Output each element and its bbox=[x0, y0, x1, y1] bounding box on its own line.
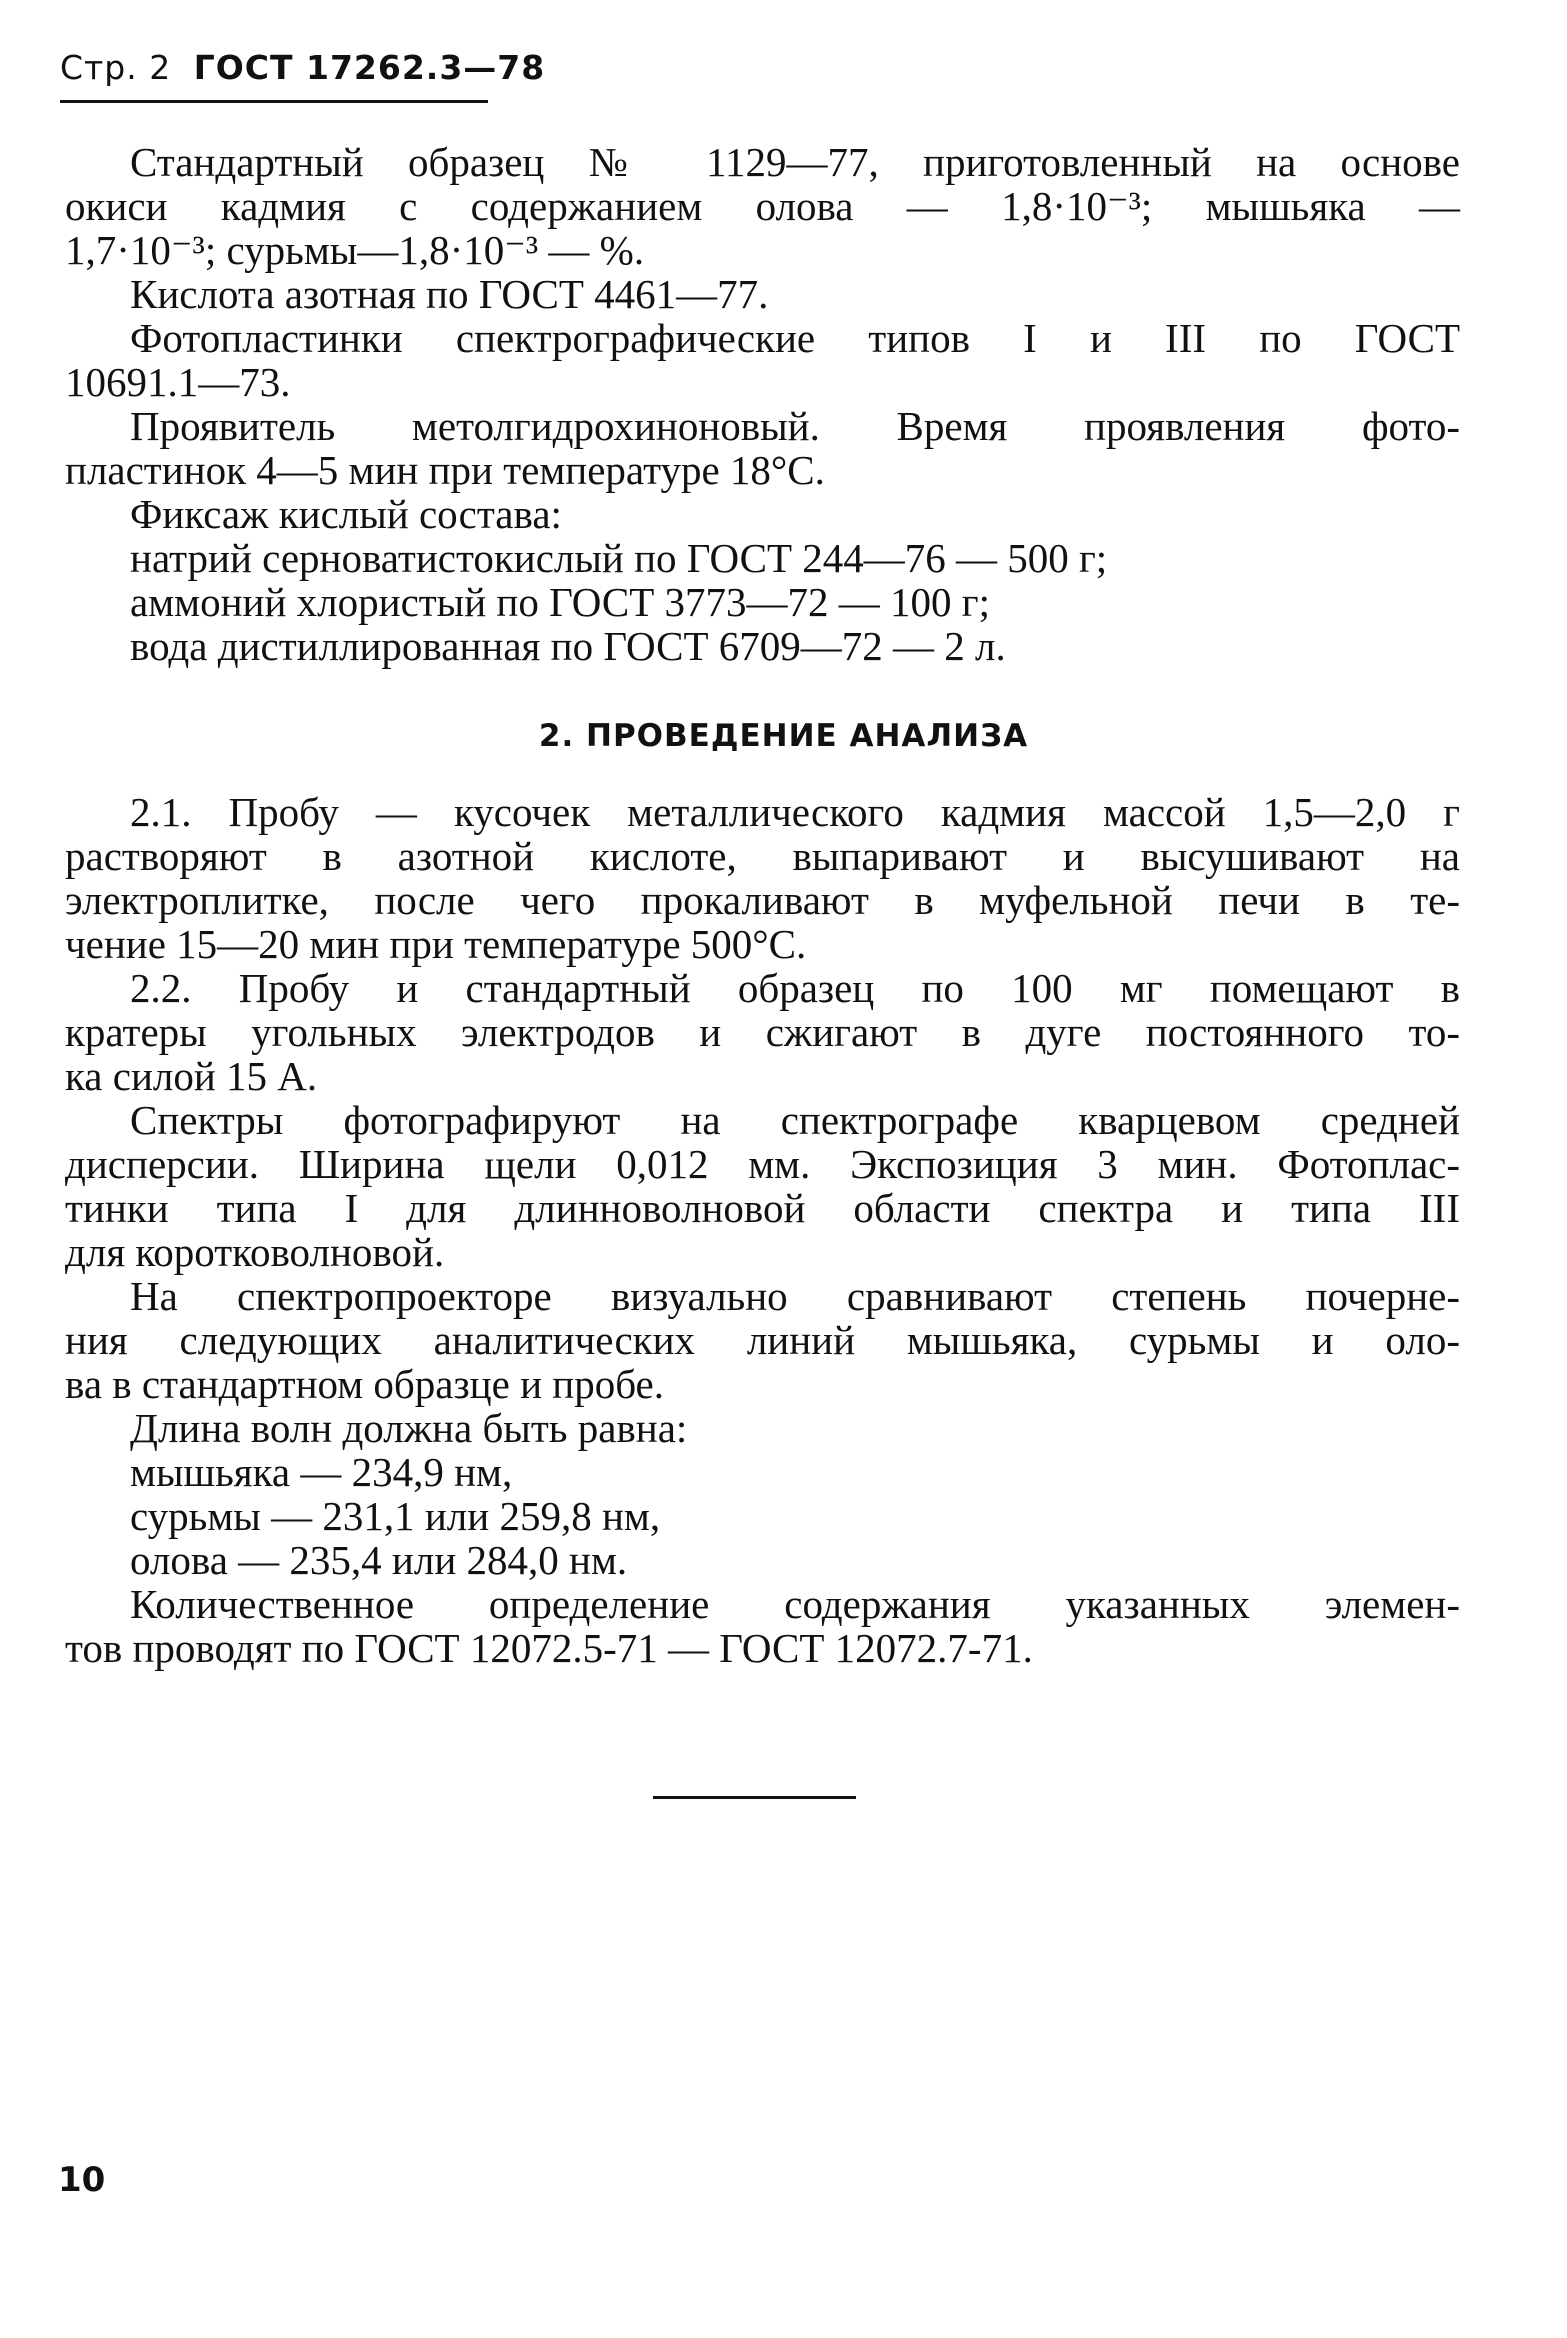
text-line: олова — 235,4 или 284,0 нм. bbox=[130, 1537, 628, 1583]
text-line: электроплитке, после чего прокаливают в муфельной печи в те- bbox=[65, 877, 1460, 923]
text-line: ва в стандартном образце и пробе. bbox=[65, 1361, 664, 1407]
text-line: натрий серноватистокислый по ГОСТ 244—76 — 500 г; bbox=[130, 535, 1108, 581]
text-line: растворяют в азотной кислоте, выпаривают и высушивают на bbox=[65, 833, 1460, 879]
text-line: Спектры фотографируют на спектрографе кварцевом средней bbox=[130, 1097, 1460, 1143]
running-head bbox=[60, 48, 545, 87]
end-rule bbox=[653, 1796, 856, 1799]
text-line: Количественное определение содержания указанных элемен- bbox=[130, 1581, 1460, 1627]
text-line: ка силой 15 А. bbox=[65, 1053, 318, 1099]
standard-number: ГОСТ 17262.3—78 bbox=[193, 48, 546, 87]
text-line: 2.2. Пробу и стандартный образец по 100 мг помещают в bbox=[130, 965, 1460, 1011]
text-line: аммоний хлористый по ГОСТ 3773—72 — 100 г; bbox=[130, 579, 990, 625]
text-line: для коротковолновой. bbox=[65, 1229, 445, 1275]
text-line: сурьмы — 231,1 или 259,8 нм, bbox=[130, 1493, 661, 1539]
text-line: чение 15—20 мин при температуре 500°С. bbox=[65, 921, 807, 967]
text-line: Проявитель метолгидрохиноновый. Время проявления фото- bbox=[130, 403, 1460, 449]
text-line: Фотопластинки спектрографические типов I и III по ГОСТ bbox=[130, 315, 1460, 361]
section-title: 2. ПРОВЕДЕНИЕ АНАЛИЗА bbox=[538, 718, 1029, 754]
text-line: ния следующих аналитических линий мышьяка, сурьмы и оло- bbox=[65, 1317, 1460, 1363]
text-line: Длина волн должна быть равна: bbox=[130, 1405, 688, 1451]
materials-block bbox=[65, 139, 1460, 669]
text-line: вода дистиллированная по ГОСТ 6709—72 — 2 л. bbox=[130, 623, 1006, 669]
text-line: 2.1. Пробу — кусочек металлического кадмия массой 1,5—2,0 г bbox=[130, 789, 1460, 835]
analysis-block bbox=[65, 789, 1460, 1671]
text-line: тов проводят по ГОСТ 12072.5-71 — ГОСТ 12072.7-71. bbox=[65, 1625, 1033, 1671]
page-number: 10 bbox=[58, 2160, 106, 2200]
text-line: пластинок 4—5 мин при температуре 18°С. bbox=[65, 447, 825, 493]
text-line: Фиксаж кислый состава: bbox=[130, 491, 562, 537]
text-line: мышьяка — 234,9 нм, bbox=[130, 1449, 513, 1495]
page-label: Стр. 2 bbox=[60, 48, 172, 87]
text-line: тинки типа I для длинноволновой области спектра и типа III bbox=[65, 1185, 1460, 1231]
header-rule bbox=[60, 100, 488, 103]
text-line: дисперсии. Ширина щели 0,012 мм. Экспозиция 3 мин. Фотоплас- bbox=[65, 1141, 1460, 1187]
text-line: 10691.1—73. bbox=[65, 359, 291, 405]
text-line: 1,7·10⁻³; сурьмы—1,8·10⁻³ — %. bbox=[65, 227, 645, 273]
text-line: Стандартный образец № 1129—77, приготовленный на основе bbox=[130, 139, 1460, 185]
text-line: На спектропроекторе визуально сравнивают степень почерне- bbox=[130, 1273, 1460, 1319]
text-line: кратеры угольных электродов и сжигают в дуге постоянного то- bbox=[65, 1009, 1460, 1055]
text-line: Кислота азотная по ГОСТ 4461—77. bbox=[130, 271, 769, 317]
text-line: окиси кадмия с содержанием олова — 1,8·10⁻³; мышьяка — bbox=[65, 183, 1460, 229]
